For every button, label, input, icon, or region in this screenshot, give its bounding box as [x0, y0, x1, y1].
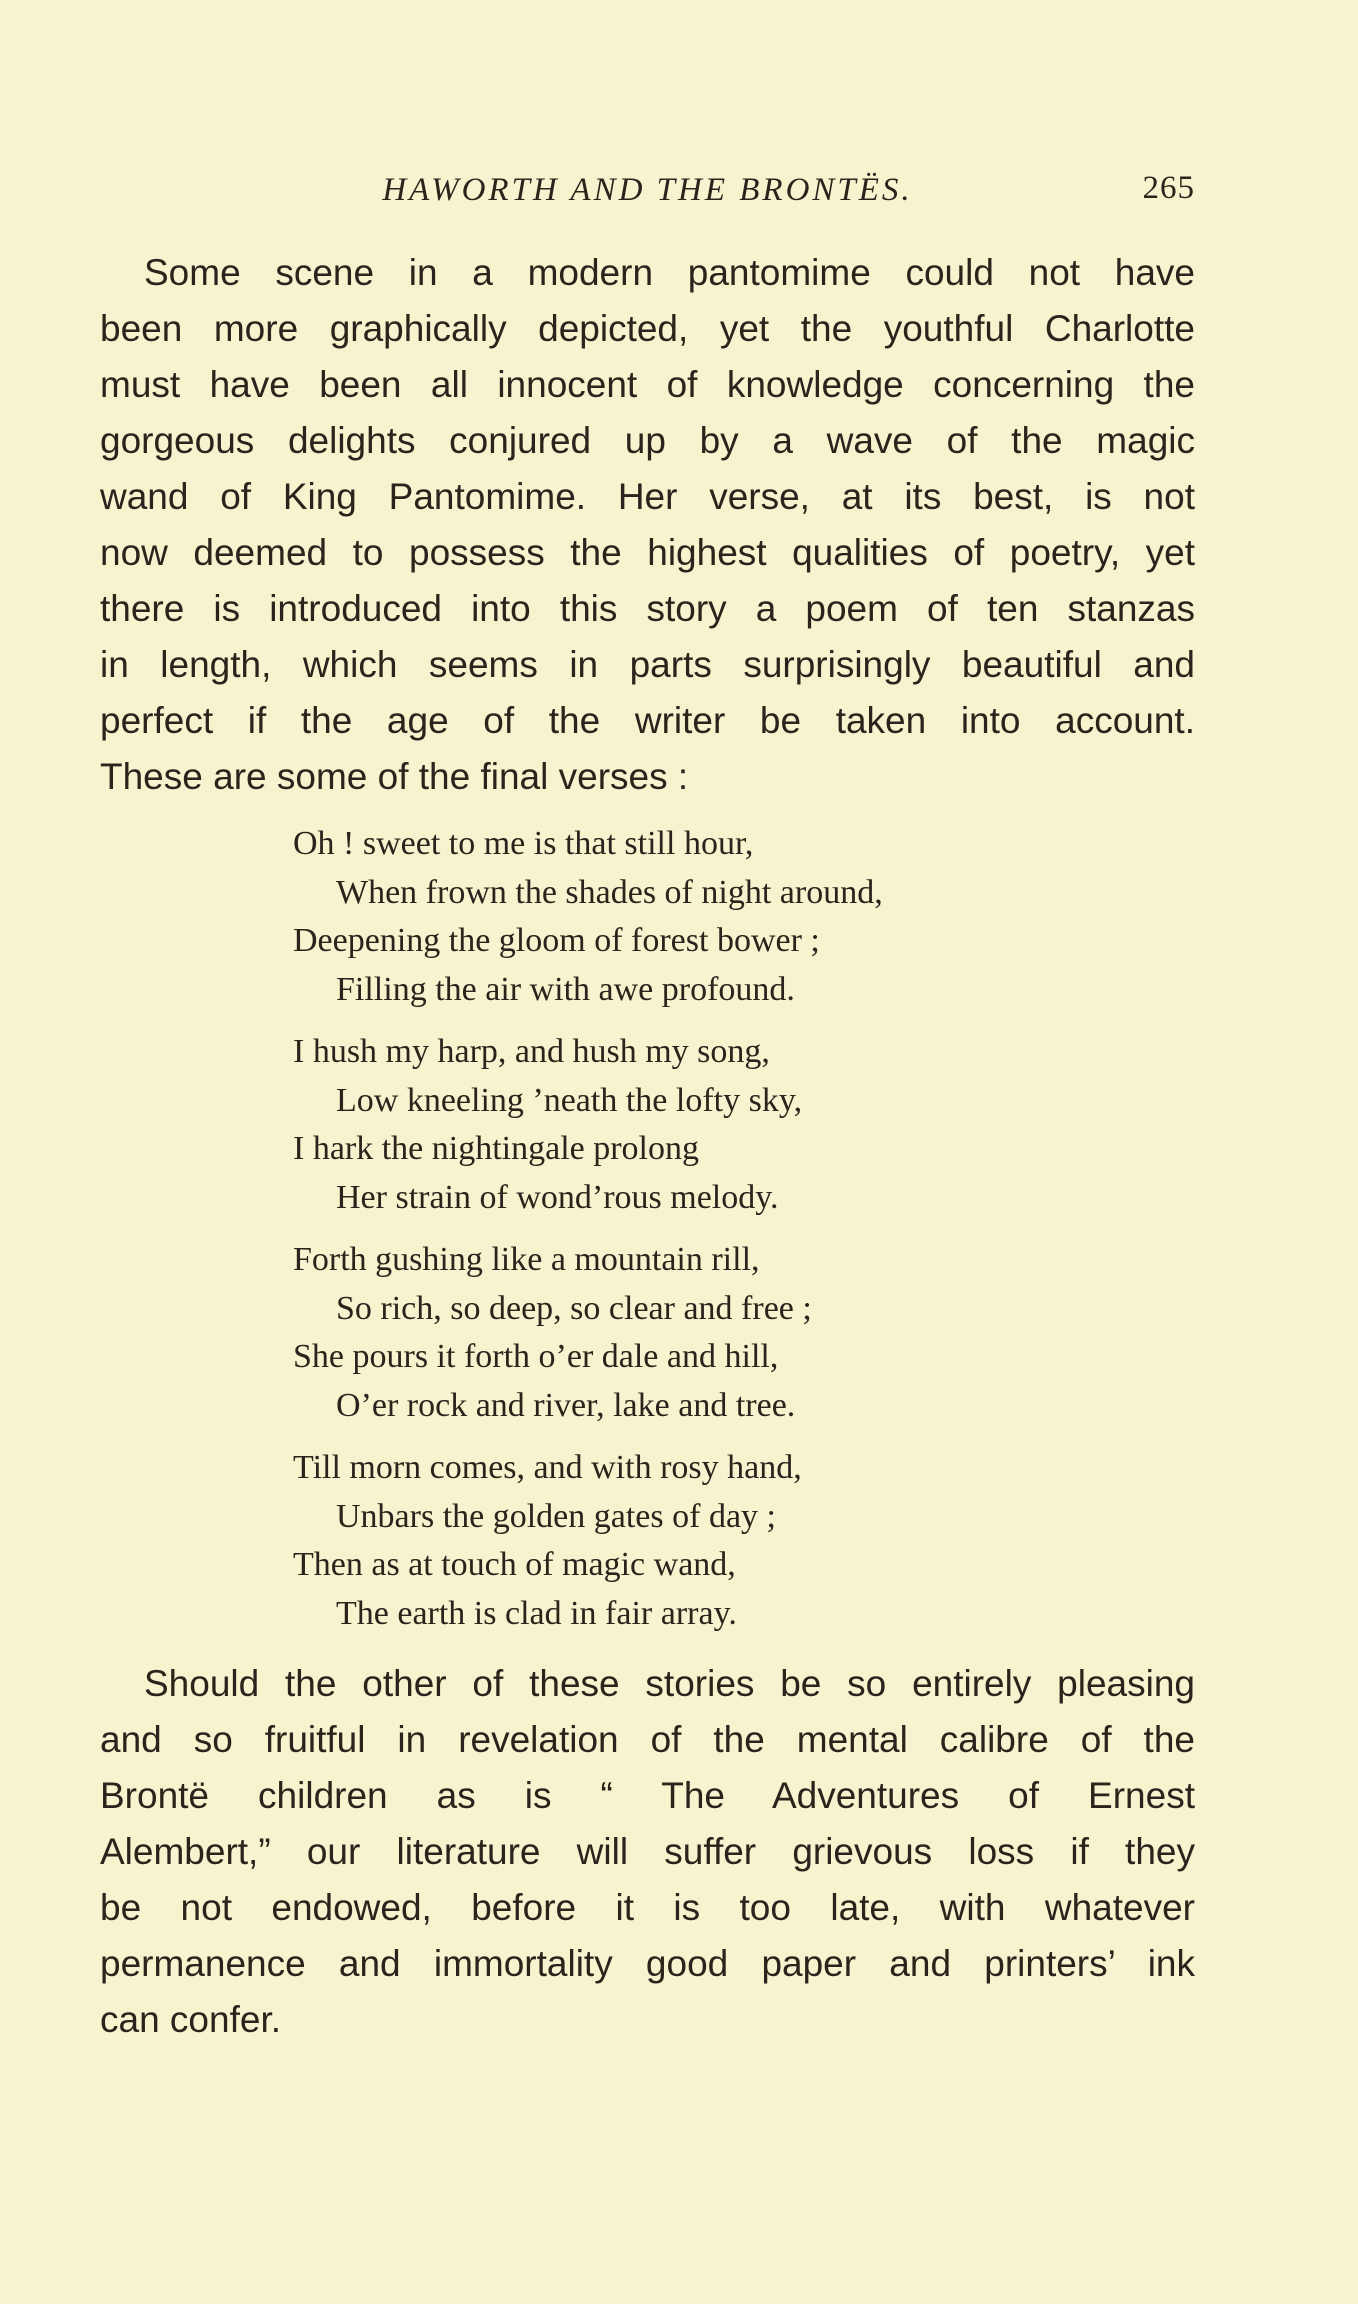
- paragraph-1: [100, 245, 1195, 805]
- page-number: 265: [1142, 170, 1195, 206]
- paragraph-line: be not endowed, before it is too late, with whatever: [100, 1887, 1195, 1928]
- running-head: HAWORTH AND THE BRONTËS.: [382, 172, 913, 208]
- poem-line: So rich, so deep, so clear and free ;: [336, 1289, 812, 1327]
- paragraph-line: These are some of the final verses :: [100, 756, 689, 797]
- poem-line: Forth gushing like a mountain rill,: [293, 1241, 760, 1278]
- page-header: [100, 168, 1195, 218]
- paragraph-line: can confer.: [100, 1999, 282, 2040]
- paragraph-line: gorgeous delights conjured up by a wave of the magic: [100, 420, 1195, 461]
- paragraph-2: [100, 1656, 1195, 2048]
- poem-stanza: [293, 1444, 1053, 1638]
- poem-stanza: [293, 1028, 1053, 1222]
- poem-line: Then as at touch of magic wand,: [293, 1546, 736, 1583]
- poem-line: The earth is clad in fair array.: [336, 1594, 737, 1632]
- poem-line: Deepening the gloom of forest bower ;: [293, 922, 820, 959]
- paragraph-line: and so fruitful in revelation of the mental calibre of the: [100, 1719, 1195, 1760]
- paragraph-line: been more graphically depicted, yet the youthful Charlotte: [100, 308, 1195, 349]
- poem-line: She pours it forth o’er dale and hill,: [293, 1338, 779, 1375]
- poem-stanza: [293, 1236, 1053, 1430]
- poem-line: Unbars the golden gates of day ;: [336, 1497, 776, 1535]
- paragraph-line: there is introduced into this story a poem of ten stanzas: [100, 588, 1195, 629]
- paragraph-line: Some scene in a modern pantomime could not have: [144, 252, 1195, 293]
- paragraph-line: Should the other of these stories be so entirely pleasing: [144, 1663, 1195, 1704]
- poem-line: When frown the shades of night around,: [336, 873, 883, 911]
- poem-line: Her strain of wond’rous melody.: [336, 1178, 779, 1216]
- paragraph-line: Brontë children as is “ The Adventures of Ernest: [100, 1775, 1195, 1816]
- poem-line: Oh ! sweet to me is that still hour,: [293, 825, 754, 862]
- paragraph-line: in length, which seems in parts surprisingly beautiful and: [100, 644, 1195, 685]
- poem-line: Filling the air with awe profound.: [336, 970, 795, 1008]
- poem: [293, 820, 1053, 1652]
- poem-line: Low kneeling ’neath the lofty sky,: [336, 1081, 803, 1119]
- paragraph-line: wand of King Pantomime. Her verse, at its best, is not: [100, 476, 1195, 517]
- poem-line: Till morn comes, and with rosy hand,: [293, 1449, 802, 1486]
- paragraph-line: now deemed to possess the highest qualities of poetry, yet: [100, 532, 1195, 573]
- poem-line: I hark the nightingale prolong: [293, 1130, 700, 1167]
- poem-stanza: [293, 820, 1053, 1014]
- paragraph-line: Alembert,” our literature will suffer grievous loss if they: [100, 1831, 1195, 1872]
- paragraph-line: must have been all innocent of knowledge concerning the: [100, 364, 1195, 405]
- paragraph-line: permanence and immortality good paper and printers’ ink: [100, 1943, 1195, 1984]
- poem-line: I hush my harp, and hush my song,: [293, 1033, 770, 1070]
- poem-line: O’er rock and river, lake and tree.: [336, 1386, 796, 1424]
- paragraph-line: perfect if the age of the writer be taken into account.: [100, 700, 1195, 741]
